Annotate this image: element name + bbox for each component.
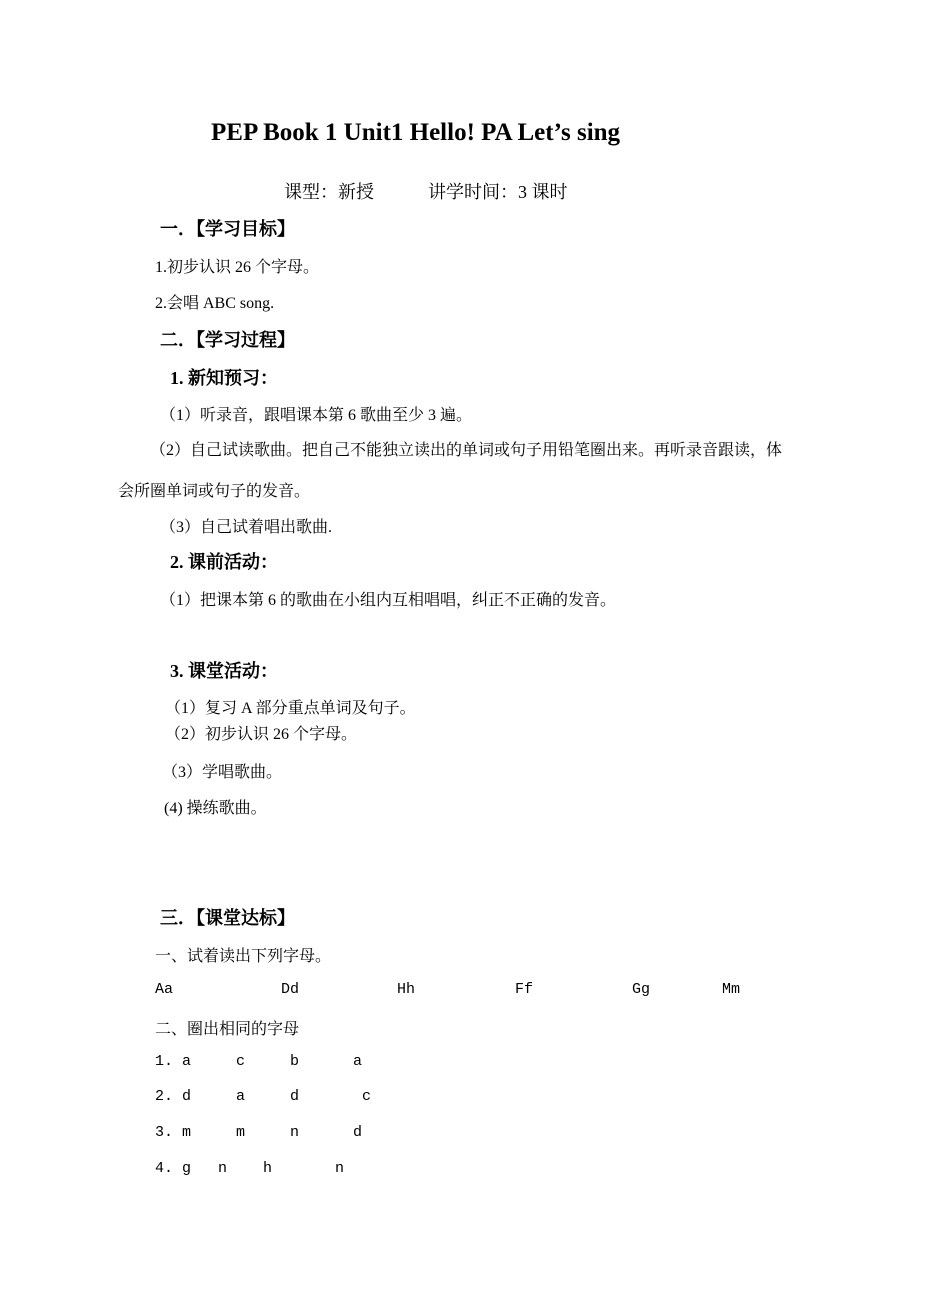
objective-item: 2.会唱 ABC song. (155, 295, 275, 312)
letter-option: m (182, 1124, 192, 1141)
letter-option: m (236, 1124, 246, 1141)
letter-option: a (353, 1053, 363, 1070)
question-prompt: 一、试着读出下列字母。 (155, 948, 332, 965)
row-number: 1. (155, 1053, 174, 1070)
letter-option: n (290, 1124, 300, 1141)
letter-option: b (290, 1053, 300, 1070)
letter-option: a (236, 1088, 246, 1105)
section-heading-objectives: 一．【学习目标】 (160, 219, 295, 239)
in-class-item: （3）学唱歌曲。 (162, 764, 283, 781)
subheading-preview: 1. 新知预习： (170, 368, 278, 388)
preview-item: （1）听录音，跟唱课本第 6 歌曲至少 3 遍。 (160, 407, 473, 424)
letter-option: h (263, 1160, 273, 1177)
pre-class-item: （1）把课本第 6 的歌曲在小组内互相唱唱，纠正不正确的发音。 (160, 592, 617, 609)
letter-option: c (362, 1088, 372, 1105)
letter-option: d (290, 1088, 300, 1105)
section-heading-process: 二．【学习过程】 (160, 330, 295, 350)
letter-option: d (353, 1124, 363, 1141)
letter-pair: Ff (515, 981, 534, 998)
in-class-item: （1）复习 A 部分重点单词及句子。 (165, 700, 416, 717)
preview-item: （3）自己试着唱出歌曲. (160, 519, 333, 536)
letter-option: a (182, 1053, 192, 1070)
subheading-pre-class: 2. 课前活动： (170, 552, 278, 572)
course-type: 课型：新授 (284, 182, 374, 202)
letter-option: n (335, 1160, 345, 1177)
page-title: PEP Book 1 Unit1 Hello! PA Let’s sing (211, 119, 621, 146)
letter-option: d (182, 1088, 192, 1105)
preview-item-continued: 会所圈单词或句子的发音。 (118, 483, 311, 500)
subheading-in-class: 3. 课堂活动： (170, 661, 278, 681)
row-number: 2. (155, 1088, 174, 1105)
row-number: 4. (155, 1160, 174, 1177)
letter-option: c (236, 1053, 246, 1070)
section-heading-assessment: 三．【课堂达标】 (160, 908, 295, 928)
letter-option: g (182, 1160, 192, 1177)
letter-pair: Hh (397, 981, 416, 998)
letter-pair: Gg (632, 981, 651, 998)
letter-pair: Mm (722, 981, 741, 998)
question-prompt: 二、圈出相同的字母 (155, 1021, 300, 1038)
letter-option: n (218, 1160, 228, 1177)
objective-item: 1.初步认识 26 个字母。 (155, 259, 320, 276)
letter-pair: Aa (155, 981, 174, 998)
in-class-item: (4) 操练歌曲。 (164, 800, 267, 817)
row-number: 3. (155, 1124, 174, 1141)
preview-item: （2）自己试读歌曲。把自己不能独立读出的单词或句子用铅笔圈出来。再听录音跟读，体 (150, 442, 783, 459)
lesson-duration: 讲学时间：3 课时 (428, 182, 568, 202)
letter-pair: Dd (281, 981, 300, 998)
in-class-item: （2）初步认识 26 个字母。 (165, 726, 358, 743)
